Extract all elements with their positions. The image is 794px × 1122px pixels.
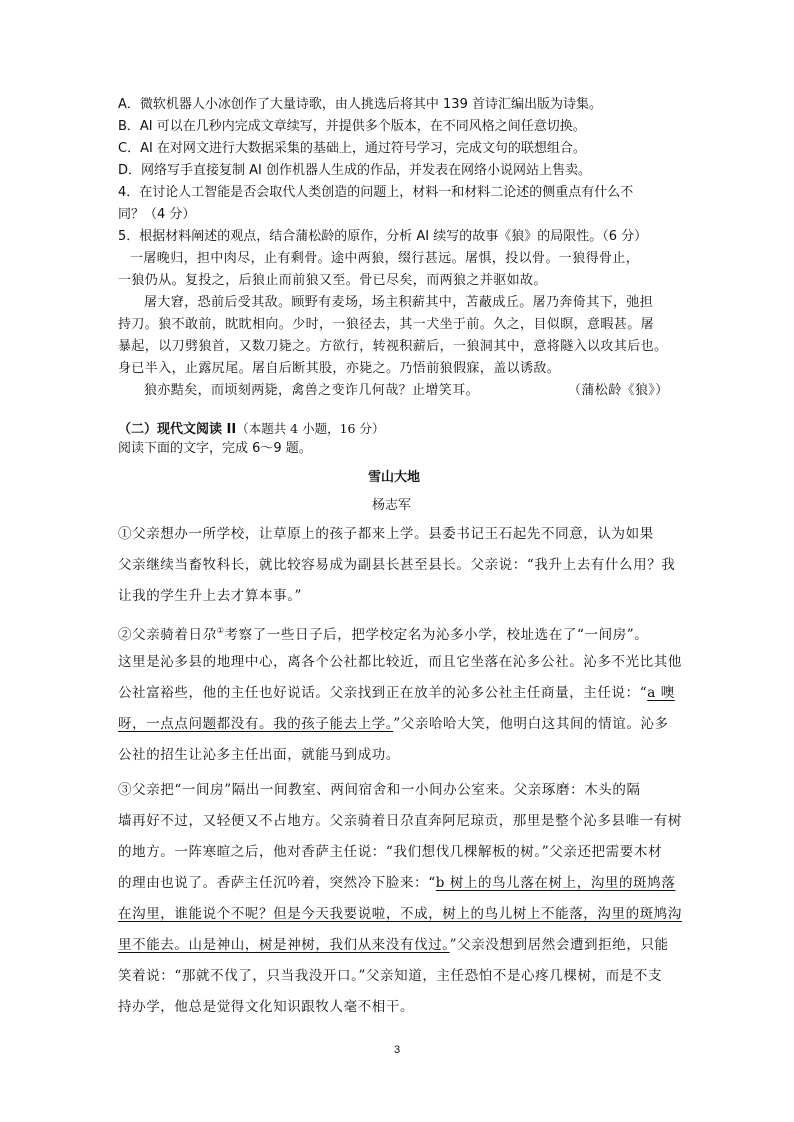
poem-source: （蒲松龄《狼》） xyxy=(568,383,669,398)
paragraph-2-line: 这里是沁多县的地理中心，离各个公社都比较近，而且它坐落在沁多公社。沁多不光比其他 xyxy=(118,654,682,670)
paragraph-3-line xyxy=(118,936,669,954)
underlined-sentence-b: b 树上的鸟儿落在树上，沟里的斑鸠落 xyxy=(435,875,676,891)
underlined-sentence-a: a 噢 xyxy=(647,685,675,701)
paragraph-2-line xyxy=(118,715,669,733)
paragraph-3-line: 笑着说：“那就不伐了，只当我没开口。”父亲知道，主任恐怕不是心疼几棵树，而是不支 xyxy=(118,968,663,984)
paragraph-2-line: 公社的招生让沁多主任出面，就能马到成功。 xyxy=(118,747,400,763)
paragraph-3-line xyxy=(118,874,675,892)
paragraph-1-line: 让我的学生升上去才算本事。” xyxy=(118,588,303,604)
poem-line: 一狼仍从。复投之，后狼止而前狼又至。骨已尽矣，而两狼之并驱如故。 xyxy=(118,273,547,288)
paragraph-2-line xyxy=(118,622,648,644)
underlined-sentence-b: 在沟里，谁能说个不呢？但是今天我要说啦，不成，树上的鸟儿树上不能落，沟里的斑鸠沟 xyxy=(118,906,682,922)
poem-line: 狼亦黠矣，而顷刻两毙，禽兽之变诈几何哉？止增笑耳。 xyxy=(144,383,480,398)
text-column xyxy=(118,0,682,1122)
question-4-line-1: 4．在讨论人工智能是否会取代人类创造的问题上，材料一和材料二论述的侧重点有什么不 xyxy=(118,185,634,200)
paragraph-2-text: 公社富裕些，他的主任也好说话。父亲找到正在放羊的沁多公社主任商量，主任说：“ xyxy=(118,685,648,701)
paragraph-3-line: 墙再好不过，又轻便又不占地方。父亲骑着日尕直奔阿尼琼贡，那里是整个沁多县唯一有树 xyxy=(118,813,682,829)
poem-line: 身已半入，止露尻尾。屠自后断其股，亦毙之。乃悟前狼假寐，盖以诱敌。 xyxy=(118,361,561,376)
paragraph-3-line: ③父亲把“一间房”隔出一间教室、两间宿舍和一小间办公室来。父亲琢磨：木头的隔 xyxy=(118,782,641,798)
paragraph-2-text: ”父亲哈哈大笑，他明白这其间的情谊。沁多 xyxy=(393,716,669,732)
reading-instruction: 阅读下面的文字，完成 6～9 题。 xyxy=(118,441,312,456)
paragraph-2-text: ②父亲骑着日尕 xyxy=(118,627,217,643)
poem-line: 暴起，以刀劈狼首，又数刀毙之。方欲行，转视积薪后，一狼洞其中，意将隧入以攻其后也。 xyxy=(118,339,668,354)
question-4-line-2: 同？（4 分） xyxy=(118,207,196,222)
option-b: B．AI 可以在几秒内完成文章续写，并提供多个版本，在不同风格之间任意切换。 xyxy=(118,119,586,134)
paragraph-3-line xyxy=(118,905,682,923)
article-author: 杨志军 xyxy=(372,498,412,513)
option-a: A．微软机器人小冰创作了大量诗歌，由人挑选后将其中 139 首诗汇编出版为诗集。 xyxy=(118,97,602,112)
option-c: C．AI 在对网文进行大数据采集的基础上，通过符号学习，完成文句的联想组合。 xyxy=(118,141,586,156)
poem-line: 一屠晚归，担中肉尽，止有剩骨。途中两狼，缀行甚远。屠惧，投以骨。一狼得骨止， xyxy=(130,251,640,266)
underlined-sentence-b: 里不能去。山是神山，树是神树，我们从来没有伐过。 xyxy=(118,937,450,953)
paragraph-3-text: 的理由也说了。香萨主任沉吟着，突然冷下脸来：“ xyxy=(118,875,436,891)
question-5: 5．根据材料阐述的观点，结合蒲松龄的原作，分析 AI 续写的故事《狼》的局限性。（6 分） xyxy=(118,229,648,244)
paragraph-2-line xyxy=(118,684,675,702)
option-d: D．网络写手直接复制 AI 创作机器人生成的作品，并发表在网络小说网站上售卖。 xyxy=(118,163,592,178)
paragraph-3-line: 的地方。一阵寒暄之后，他对香萨主任说：“我们想伐几棵解板的树。”父亲还把需要木材 xyxy=(118,844,663,860)
paragraph-1-line: ①父亲想办一所学校，让草原上的孩子都来上学。县委书记王石起先不同意，认为如果 xyxy=(118,526,654,542)
poem-line: 持刀。狼不敢前，眈眈相向。少时，一狼径去，其一犬坐于前。久之，目似瞑，意暇甚。屠 xyxy=(118,317,655,332)
section-title: （二）现代文阅读 II xyxy=(118,422,237,437)
poem-line: 屠大窘，恐前后受其敌。顾野有麦场，场主积薪其中，苫蔽成丘。屠乃奔倚其下，弛担 xyxy=(144,295,654,310)
paragraph-3-line: 持办学，他总是觉得文化知识跟牧人毫不相干。 xyxy=(118,999,415,1015)
section-heading xyxy=(118,420,384,439)
article-title: 雪山大地 xyxy=(368,470,421,485)
paragraph-2-text: 考察了一些日子后，把学校定名为沁多小学，校址选在了“一间房”。 xyxy=(224,627,649,643)
page-number: 3 xyxy=(394,1044,401,1056)
paragraph-3-text: ”父亲没想到居然会遭到拒绝，只能 xyxy=(449,937,669,953)
section-note: （本题共 4 小题，16 分） xyxy=(236,421,385,436)
underlined-sentence-a: 呀，一点点问题都没有。我的孩子能去上学。 xyxy=(118,716,394,732)
paragraph-1-line: 父亲继续当畜牧科长，就比较容易成为副县长甚至县长。父亲说：“我升上去有什么用？我 xyxy=(118,557,676,573)
footnote-marker: ① xyxy=(216,626,225,635)
